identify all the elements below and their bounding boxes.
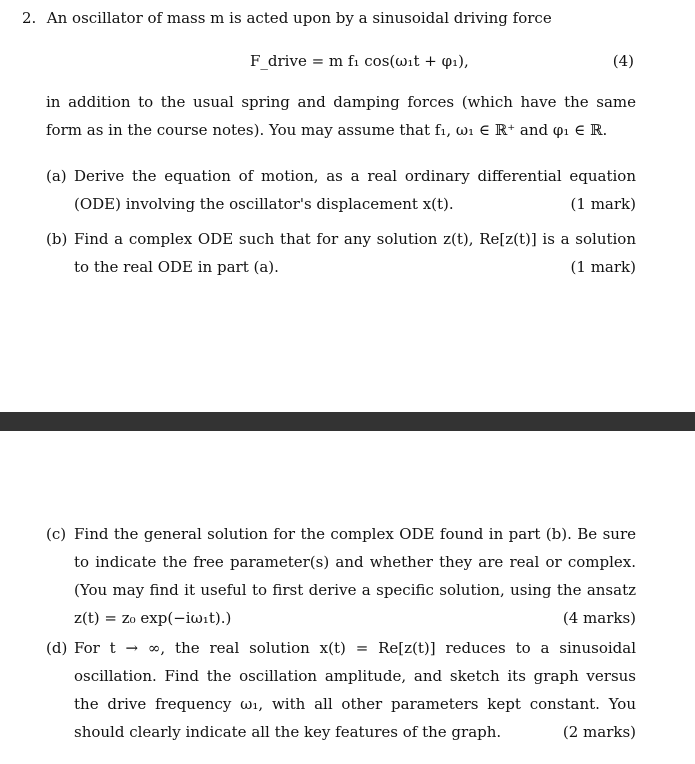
part-a [46, 162, 636, 218]
equation-body: F_drive = m f₁ cos(ω₁t + φ₁), [250, 52, 469, 70]
assumption-paragraph: in addition to the usual spring and damping forces (which have the same form as in the course notes). You may assume that f₁, ω₁ ∈ ℝ⁺ and φ₁ ∈ ℝ. [46, 93, 636, 139]
part-marks: (2 marks) [562, 723, 636, 741]
part-label: (d) [46, 639, 68, 657]
part-text: Find the general solution for the complex ODE found in part (b). Be sure to indicate the free parameter(s) and whether they are real or complex. (You may find it useful to first derive a specific solution, using the ansatz z(t) = z₀ exp(−iω₁t).) [74, 525, 636, 627]
part-text: Derive the equation of motion, as a real ordinary differential equation (ODE) involving the oscillator's displacement x(t). [74, 167, 636, 213]
part-c [46, 520, 636, 632]
problem-intro-text: An oscillator of mass m is acted upon by a sinusoidal driving force [46, 9, 552, 27]
part-marks: (4 marks) [562, 609, 636, 627]
part-label: (c) [46, 525, 67, 543]
part-label: (a) [46, 167, 67, 185]
page-separator-bar [0, 412, 695, 431]
driving-force-equation [22, 47, 634, 75]
part-marks: (1 mark) [570, 195, 636, 213]
problem-number: 2. [22, 9, 37, 27]
page-bottom [0, 431, 695, 764]
part-label: (b) [46, 230, 68, 248]
problem-statement [22, 4, 642, 32]
part-marks: (1 mark) [570, 258, 636, 276]
part-d [46, 634, 636, 746]
equation-number: (4) [612, 52, 634, 70]
part-text: For t → ∞, the real solution x(t) = Re[z(t)] reduces to a sinusoidal oscillation. Find the oscillation amplitude, and sketch its graph versus the drive frequency ω₁, with all other parameters kept constant. You should clearly indicate all the key features of the graph. [74, 639, 636, 741]
part-b [46, 225, 636, 281]
part-text: Find a complex ODE such that for any solution z(t), Re[z(t)] is a solution to the real ODE in part (a). [74, 230, 636, 276]
